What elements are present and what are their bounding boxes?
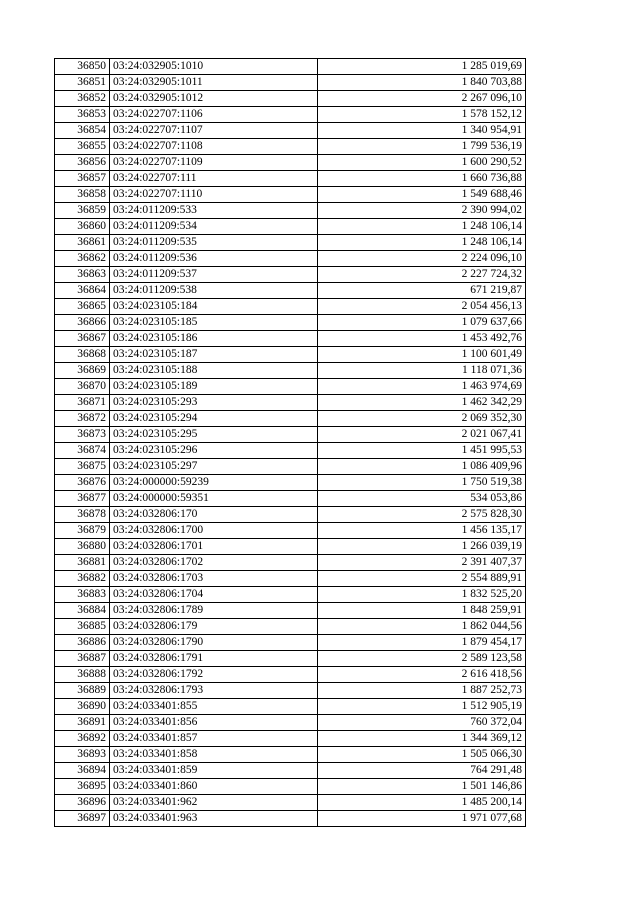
cadastral-number-cell: 03:24:023105:184 xyxy=(110,299,318,315)
registry-table-body xyxy=(55,59,526,827)
row-number-cell: 36893 xyxy=(55,747,110,763)
value-cell: 2 589 123,58 xyxy=(318,651,526,667)
cadastral-number-cell: 03:24:033401:859 xyxy=(110,763,318,779)
cadastral-number-cell: 03:24:022707:1106 xyxy=(110,107,318,123)
row-number-cell: 36881 xyxy=(55,555,110,571)
cadastral-number-cell: 03:24:023105:294 xyxy=(110,411,318,427)
table-row xyxy=(55,267,526,283)
value-cell: 2 069 352,30 xyxy=(318,411,526,427)
table-row xyxy=(55,683,526,699)
row-number-cell: 36853 xyxy=(55,107,110,123)
cadastral-number-cell: 03:24:023105:296 xyxy=(110,443,318,459)
table-row xyxy=(55,187,526,203)
table-row xyxy=(55,443,526,459)
value-cell: 764 291,48 xyxy=(318,763,526,779)
row-number-cell: 36878 xyxy=(55,507,110,523)
cadastral-number-cell: 03:24:000000:59239 xyxy=(110,475,318,491)
value-cell: 1 079 637,66 xyxy=(318,315,526,331)
row-number-cell: 36852 xyxy=(55,91,110,107)
row-number-cell: 36869 xyxy=(55,363,110,379)
cadastral-number-cell: 03:24:032806:1704 xyxy=(110,587,318,603)
cadastral-number-cell: 03:24:023105:295 xyxy=(110,427,318,443)
value-cell: 1 501 146,86 xyxy=(318,779,526,795)
row-number-cell: 36877 xyxy=(55,491,110,507)
table-row xyxy=(55,331,526,347)
row-number-cell: 36856 xyxy=(55,155,110,171)
row-number-cell: 36892 xyxy=(55,731,110,747)
value-cell: 1 340 954,91 xyxy=(318,123,526,139)
row-number-cell: 36885 xyxy=(55,619,110,635)
row-number-cell: 36886 xyxy=(55,635,110,651)
row-number-cell: 36859 xyxy=(55,203,110,219)
row-number-cell: 36864 xyxy=(55,283,110,299)
row-number-cell: 36855 xyxy=(55,139,110,155)
cadastral-number-cell: 03:24:033401:856 xyxy=(110,715,318,731)
table-row xyxy=(55,635,526,651)
row-number-cell: 36865 xyxy=(55,299,110,315)
value-cell: 2 391 407,37 xyxy=(318,555,526,571)
value-cell: 1 248 106,14 xyxy=(318,235,526,251)
cadastral-number-cell: 03:24:032806:1792 xyxy=(110,667,318,683)
value-cell: 1 862 044,56 xyxy=(318,619,526,635)
cadastral-number-cell: 03:24:022707:1110 xyxy=(110,187,318,203)
table-row xyxy=(55,299,526,315)
value-cell: 1 505 066,30 xyxy=(318,747,526,763)
value-cell: 1 879 454,17 xyxy=(318,635,526,651)
cadastral-number-cell: 03:24:032806:170 xyxy=(110,507,318,523)
value-cell: 1 660 736,88 xyxy=(318,171,526,187)
table-row xyxy=(55,763,526,779)
cadastral-number-cell: 03:24:032806:1702 xyxy=(110,555,318,571)
table-row xyxy=(55,459,526,475)
cadastral-number-cell: 03:24:011209:535 xyxy=(110,235,318,251)
value-cell: 1 248 106,14 xyxy=(318,219,526,235)
cadastral-number-cell: 03:24:032905:1012 xyxy=(110,91,318,107)
table-row xyxy=(55,123,526,139)
value-cell: 2 554 889,91 xyxy=(318,571,526,587)
cadastral-number-cell: 03:24:023105:293 xyxy=(110,395,318,411)
table-row xyxy=(55,315,526,331)
value-cell: 1 456 135,17 xyxy=(318,523,526,539)
table-row xyxy=(55,139,526,155)
table-row xyxy=(55,603,526,619)
table-row xyxy=(55,811,526,827)
row-number-cell: 36884 xyxy=(55,603,110,619)
row-number-cell: 36876 xyxy=(55,475,110,491)
value-cell: 2 616 418,56 xyxy=(318,667,526,683)
cadastral-number-cell: 03:24:022707:1108 xyxy=(110,139,318,155)
row-number-cell: 36888 xyxy=(55,667,110,683)
table-row xyxy=(55,91,526,107)
table-row xyxy=(55,699,526,715)
table-row xyxy=(55,523,526,539)
cadastral-number-cell: 03:24:011209:537 xyxy=(110,267,318,283)
table-row xyxy=(55,155,526,171)
value-cell: 1 086 409,96 xyxy=(318,459,526,475)
value-cell: 1 285 019,69 xyxy=(318,59,526,75)
cadastral-number-cell: 03:24:011209:536 xyxy=(110,251,318,267)
cadastral-number-cell: 03:24:000000:59351 xyxy=(110,491,318,507)
table-row xyxy=(55,363,526,379)
row-number-cell: 36889 xyxy=(55,683,110,699)
cadastral-number-cell: 03:24:022707:111 xyxy=(110,171,318,187)
value-cell: 1 600 290,52 xyxy=(318,155,526,171)
row-number-cell: 36861 xyxy=(55,235,110,251)
value-cell: 1 848 259,91 xyxy=(318,603,526,619)
table-row xyxy=(55,283,526,299)
value-cell: 671 219,87 xyxy=(318,283,526,299)
row-number-cell: 36894 xyxy=(55,763,110,779)
value-cell: 2 575 828,30 xyxy=(318,507,526,523)
cadastral-number-cell: 03:24:032806:1793 xyxy=(110,683,318,699)
row-number-cell: 36895 xyxy=(55,779,110,795)
table-row xyxy=(55,587,526,603)
value-cell: 1 344 369,12 xyxy=(318,731,526,747)
cadastral-number-cell: 03:24:032806:1791 xyxy=(110,651,318,667)
table-row xyxy=(55,427,526,443)
value-cell: 1 971 077,68 xyxy=(318,811,526,827)
cadastral-number-cell: 03:24:023105:297 xyxy=(110,459,318,475)
value-cell: 2 227 724,32 xyxy=(318,267,526,283)
table-row xyxy=(55,75,526,91)
table-row xyxy=(55,347,526,363)
table-row xyxy=(55,779,526,795)
value-cell: 2 054 456,13 xyxy=(318,299,526,315)
value-cell: 2 021 067,41 xyxy=(318,427,526,443)
row-number-cell: 36851 xyxy=(55,75,110,91)
row-number-cell: 36896 xyxy=(55,795,110,811)
value-cell: 1 578 152,12 xyxy=(318,107,526,123)
cadastral-number-cell: 03:24:032806:1789 xyxy=(110,603,318,619)
table-row xyxy=(55,107,526,123)
table-row xyxy=(55,667,526,683)
registry-table xyxy=(54,58,526,827)
row-number-cell: 36879 xyxy=(55,523,110,539)
table-row xyxy=(55,235,526,251)
row-number-cell: 36882 xyxy=(55,571,110,587)
table-row xyxy=(55,379,526,395)
cadastral-number-cell: 03:24:032806:1700 xyxy=(110,523,318,539)
row-number-cell: 36871 xyxy=(55,395,110,411)
row-number-cell: 36857 xyxy=(55,171,110,187)
value-cell: 1 485 200,14 xyxy=(318,795,526,811)
value-cell: 2 267 096,10 xyxy=(318,91,526,107)
cadastral-number-cell: 03:24:033401:963 xyxy=(110,811,318,827)
row-number-cell: 36863 xyxy=(55,267,110,283)
value-cell: 534 053,86 xyxy=(318,491,526,507)
value-cell: 1 832 525,20 xyxy=(318,587,526,603)
row-number-cell: 36862 xyxy=(55,251,110,267)
value-cell: 1 549 688,46 xyxy=(318,187,526,203)
value-cell: 760 372,04 xyxy=(318,715,526,731)
row-number-cell: 36850 xyxy=(55,59,110,75)
cadastral-number-cell: 03:24:011209:538 xyxy=(110,283,318,299)
table-row xyxy=(55,251,526,267)
row-number-cell: 36887 xyxy=(55,651,110,667)
value-cell: 1 840 703,88 xyxy=(318,75,526,91)
table-row xyxy=(55,747,526,763)
row-number-cell: 36867 xyxy=(55,331,110,347)
cadastral-number-cell: 03:24:032806:1703 xyxy=(110,571,318,587)
value-cell: 1 453 492,76 xyxy=(318,331,526,347)
row-number-cell: 36874 xyxy=(55,443,110,459)
table-row xyxy=(55,203,526,219)
table-row xyxy=(55,475,526,491)
value-cell: 1 451 995,53 xyxy=(318,443,526,459)
table-row xyxy=(55,491,526,507)
table-row xyxy=(55,571,526,587)
table-row xyxy=(55,395,526,411)
value-cell: 1 463 974,69 xyxy=(318,379,526,395)
row-number-cell: 36883 xyxy=(55,587,110,603)
table-row xyxy=(55,715,526,731)
cadastral-number-cell: 03:24:022707:1109 xyxy=(110,155,318,171)
value-cell: 1 799 536,19 xyxy=(318,139,526,155)
row-number-cell: 36854 xyxy=(55,123,110,139)
row-number-cell: 36890 xyxy=(55,699,110,715)
cadastral-number-cell: 03:24:032905:1011 xyxy=(110,75,318,91)
table-row xyxy=(55,411,526,427)
table-row xyxy=(55,171,526,187)
cadastral-number-cell: 03:24:033401:855 xyxy=(110,699,318,715)
row-number-cell: 36858 xyxy=(55,187,110,203)
cadastral-number-cell: 03:24:033401:857 xyxy=(110,731,318,747)
row-number-cell: 36870 xyxy=(55,379,110,395)
cadastral-number-cell: 03:24:033401:858 xyxy=(110,747,318,763)
cadastral-number-cell: 03:24:023105:188 xyxy=(110,363,318,379)
cadastral-number-cell: 03:24:022707:1107 xyxy=(110,123,318,139)
table-row xyxy=(55,507,526,523)
cadastral-number-cell: 03:24:011209:534 xyxy=(110,219,318,235)
row-number-cell: 36875 xyxy=(55,459,110,475)
cadastral-number-cell: 03:24:032806:1701 xyxy=(110,539,318,555)
cadastral-number-cell: 03:24:032806:179 xyxy=(110,619,318,635)
table-row xyxy=(55,219,526,235)
value-cell: 1 750 519,38 xyxy=(318,475,526,491)
value-cell: 1 100 601,49 xyxy=(318,347,526,363)
value-cell: 2 390 994,02 xyxy=(318,203,526,219)
row-number-cell: 36873 xyxy=(55,427,110,443)
cadastral-number-cell: 03:24:023105:185 xyxy=(110,315,318,331)
value-cell: 1 462 342,29 xyxy=(318,395,526,411)
table-row xyxy=(55,59,526,75)
row-number-cell: 36891 xyxy=(55,715,110,731)
value-cell: 1 887 252,73 xyxy=(318,683,526,699)
cadastral-number-cell: 03:24:032806:1790 xyxy=(110,635,318,651)
table-row xyxy=(55,795,526,811)
table-row xyxy=(55,651,526,667)
cadastral-number-cell: 03:24:033401:962 xyxy=(110,795,318,811)
value-cell: 2 224 096,10 xyxy=(318,251,526,267)
cadastral-number-cell: 03:24:032905:1010 xyxy=(110,59,318,75)
value-cell: 1 266 039,19 xyxy=(318,539,526,555)
table-row xyxy=(55,539,526,555)
table-row xyxy=(55,555,526,571)
cadastral-number-cell: 03:24:023105:186 xyxy=(110,331,318,347)
cadastral-number-cell: 03:24:023105:189 xyxy=(110,379,318,395)
value-cell: 1 118 071,36 xyxy=(318,363,526,379)
value-cell: 1 512 905,19 xyxy=(318,699,526,715)
row-number-cell: 36866 xyxy=(55,315,110,331)
cadastral-number-cell: 03:24:033401:860 xyxy=(110,779,318,795)
row-number-cell: 36880 xyxy=(55,539,110,555)
row-number-cell: 36897 xyxy=(55,811,110,827)
cadastral-number-cell: 03:24:011209:533 xyxy=(110,203,318,219)
table-row xyxy=(55,731,526,747)
row-number-cell: 36860 xyxy=(55,219,110,235)
table-row xyxy=(55,619,526,635)
cadastral-number-cell: 03:24:023105:187 xyxy=(110,347,318,363)
row-number-cell: 36868 xyxy=(55,347,110,363)
row-number-cell: 36872 xyxy=(55,411,110,427)
